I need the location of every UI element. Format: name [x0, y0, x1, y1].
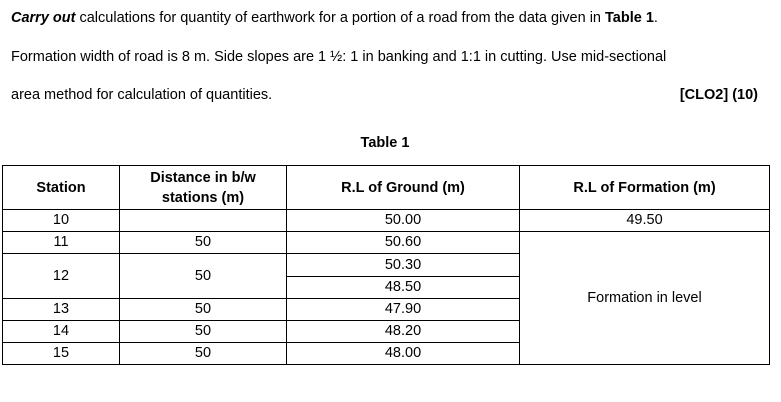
cell-rl-ground: 50.00 [287, 210, 520, 232]
question-line-1 [11, 9, 658, 27]
cell-distance: 50 [120, 232, 287, 254]
question-line-2: Formation width of road is 8 m. Side slopes are 1 ½: 1 in banking and 1:1 in cutting. Use mid-sectional [11, 49, 667, 65]
cell-rl-ground-upper: 50.30 [287, 254, 519, 277]
table-row [3, 210, 770, 232]
header-rl-formation: R.L of Formation (m) [520, 166, 770, 210]
header-rl-ground: R.L of Ground (m) [287, 166, 520, 210]
header-distance-line1: Distance in b/w [150, 169, 256, 186]
cell-station: 15 [3, 343, 120, 365]
cell-distance: 50 [120, 254, 287, 299]
table-caption: Table 1 [360, 135, 410, 151]
cell-distance [120, 210, 287, 232]
cell-distance: 50 [120, 299, 287, 321]
cell-rl-ground: 48.00 [287, 343, 520, 365]
table-header-row [3, 166, 770, 210]
cell-rl-ground: 47.90 [287, 299, 520, 321]
question-line-3 [11, 86, 758, 104]
table-row [3, 232, 770, 254]
earthwork-table [2, 165, 770, 365]
header-station: Station [3, 166, 120, 210]
marks-label: [CLO2] (10) [679, 87, 758, 103]
cell-station: 14 [3, 321, 120, 343]
cell-station: 11 [3, 232, 120, 254]
cell-distance: 50 [120, 321, 287, 343]
question-text-3: area method for calculation of quantities. [11, 87, 273, 103]
emphasis-carry-out: Carry out [11, 10, 76, 26]
cell-rl-ground: 48.20 [287, 321, 520, 343]
table-reference: Table 1 [605, 10, 654, 26]
cell-station: 13 [3, 299, 120, 321]
cell-distance: 50 [120, 343, 287, 365]
cell-rl-ground: 50.60 [287, 232, 520, 254]
cell-rl-ground-split [287, 254, 520, 299]
question-text-1-end: . [653, 10, 658, 26]
cell-rl-ground-lower: 48.50 [384, 279, 422, 295]
cell-station: 10 [3, 210, 120, 232]
cell-station: 12 [3, 254, 120, 299]
header-distance [120, 166, 287, 210]
header-distance-line2: stations (m) [161, 189, 245, 206]
cell-formation-note: Formation in level [520, 232, 770, 365]
cell-rl-formation: 49.50 [520, 210, 770, 232]
question-text-1: calculations for quantity of earthwork for a portion of a road from the data given in [75, 10, 606, 26]
